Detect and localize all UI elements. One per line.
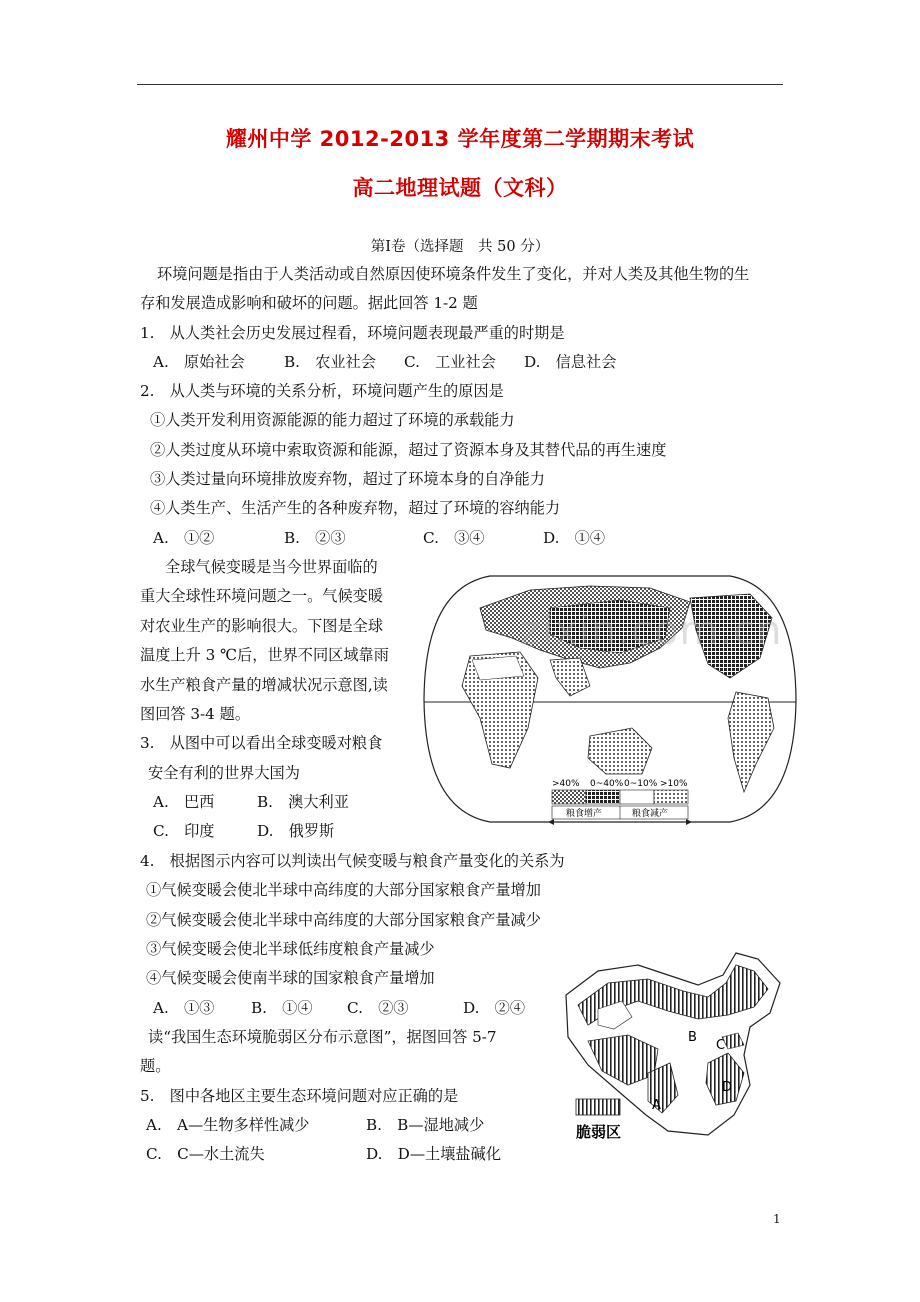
subject-title: 高二地理试题（文科） — [352, 176, 568, 200]
china-label-b: B — [688, 1030, 697, 1045]
q2-statement-1: ①人类开发利用资源能源的能力超过了环境的承载能力 — [150, 411, 515, 429]
q2-statement-3: ③人类过量向环境排放废弃物，超过了环境本身的自净能力 — [150, 470, 545, 488]
q1-option-d: D. 信息社会 — [524, 353, 617, 371]
q3-option-c: C. 印度 — [153, 822, 215, 840]
legend-swatch-3 — [620, 790, 654, 804]
q2-option-a: A. ①② — [153, 529, 215, 547]
china-label-d: D — [722, 1080, 733, 1095]
intro2-line6: 图回答 3-4 题。 — [140, 705, 251, 723]
q4-option-b: B. ①④ — [251, 999, 313, 1017]
intro1-line1: 环境问题是指由于人类活动或自然原因使环境条件发生了变化，并对人类及其他生物的生 — [157, 265, 750, 283]
q1-option-b: B. 农业社会 — [284, 353, 376, 371]
q4-statement-4: ④气候变暖会使南半球的国家粮食产量增加 — [146, 969, 435, 987]
q2-statement-2: ②人类过度从环境中索取资源和能源，超过了资源本身及其替代品的再生速度 — [150, 441, 667, 459]
q4-statement-2: ②气候变暖会使北半球中高纬度的大部分国家粮食产量减少 — [146, 911, 541, 929]
q4-options — [153, 998, 525, 1018]
china-legend-label: 脆弱区 — [576, 1123, 622, 1141]
legend-label-1: >40% — [552, 779, 580, 789]
intro2-line5: 水生产粮食产量的增减状况示意图,读 — [140, 676, 388, 694]
q2-option-c: C. ③④ — [423, 529, 485, 547]
legend-decrease: 粮食减产 — [632, 809, 669, 819]
q3-stem-line2: 安全有利的世界大国为 — [148, 764, 300, 782]
q1-option-a: A. 原始社会 — [153, 353, 245, 371]
q2-option-b: B. ②③ — [284, 529, 346, 547]
legend-label-4: >10% — [660, 779, 688, 789]
intro3-line1: 读“我国生态环境脆弱区分布示意图”，据图回答 5-7 — [148, 1028, 497, 1046]
q5-option-c: C. C—水土流失 — [146, 1145, 265, 1163]
q5-options-row1 — [146, 1115, 484, 1135]
q5-stem: 5. 图中各地区主要生态环境问题对应正确的是 — [140, 1087, 459, 1105]
intro1-line2: 存和发展造成影响和破坏的问题。据此回答 1-2 题 — [140, 294, 478, 312]
q2-stem: 2. 从人类与环境的关系分析，环境问题产生的原因是 — [140, 382, 504, 400]
legend-label-2: 0~40% — [590, 779, 624, 789]
q3-options-row2 — [153, 821, 334, 841]
china-label-a: A — [652, 1098, 661, 1113]
q5-option-b: B. B—湿地减少 — [366, 1116, 485, 1134]
q3-option-a: A. 巴西 — [153, 793, 215, 811]
legend-increase: 粮食增产 — [566, 809, 603, 819]
china-label-c: C — [716, 1038, 726, 1053]
q3-options-row1 — [153, 792, 349, 812]
q5-option-d: D. D—土壤盐碱化 — [366, 1145, 501, 1163]
header-rule — [137, 84, 783, 85]
q4-statement-1: ①气候变暖会使北半球中高纬度的大部分国家粮食产量增加 — [146, 881, 541, 899]
q2-statement-4: ④人类生产、生活产生的各种废弃物，超过了环境的容纳能力 — [150, 499, 561, 517]
q4-option-a: A. ①③ — [153, 999, 215, 1017]
section-heading: 第Ⅰ卷（选择题 共 50 分） — [370, 239, 550, 255]
legend-label-3: 0~10% — [624, 779, 658, 789]
q4-statement-3: ③气候变暖会使北半球低纬度粮食产量减少 — [146, 940, 435, 958]
legend-swatch-1 — [552, 790, 586, 804]
intro3-line2: 题。 — [140, 1057, 171, 1075]
q1-options — [153, 352, 616, 372]
q1-option-c: C. 工业社会 — [404, 353, 496, 371]
intro2-line1: 全球气候变暖是当今世界面临的 — [165, 558, 378, 576]
legend-swatch-2 — [586, 790, 620, 804]
intro2-line4: 温度上升 3 ℃后，世界不同区域靠雨 — [140, 646, 389, 664]
q5-options-row2 — [146, 1144, 501, 1164]
q4-option-c: C. ②③ — [347, 999, 409, 1017]
q4-option-d: D. ②④ — [463, 999, 526, 1017]
q3-option-d: D. 俄罗斯 — [257, 822, 335, 840]
watermark-text: zixin.com.cn — [520, 608, 783, 654]
intro2-line2: 重大全球性环境问题之一。气候变暖 — [140, 587, 383, 605]
q1-stem: 1. 从人类社会历史发展过程看，环境问题表现最严重的时期是 — [140, 324, 565, 342]
school-title: 耀州中学 2012-2013 学年度第二学期期末考试 — [225, 127, 695, 151]
china-map-figure — [558, 945, 790, 1145]
page-number: 1 — [773, 1212, 781, 1226]
q4-stem: 4. 根据图示内容可以判读出气候变暖与粮食产量变化的关系为 — [140, 852, 565, 870]
q3-stem-line1: 3. 从图中可以看出全球变暖对粮食 — [140, 734, 383, 752]
intro2-line3: 对农业生产的影响很大。下图是全球 — [140, 617, 383, 635]
china-map — [558, 945, 790, 1145]
q2-option-d: D. ①④ — [543, 529, 606, 547]
q3-option-b: B. 澳大利亚 — [257, 793, 349, 811]
q5-option-a: A. A—生物多样性减少 — [146, 1116, 310, 1134]
legend-swatch-4 — [654, 790, 688, 804]
china-legend-swatch — [576, 1099, 620, 1115]
q2-options — [153, 528, 605, 548]
